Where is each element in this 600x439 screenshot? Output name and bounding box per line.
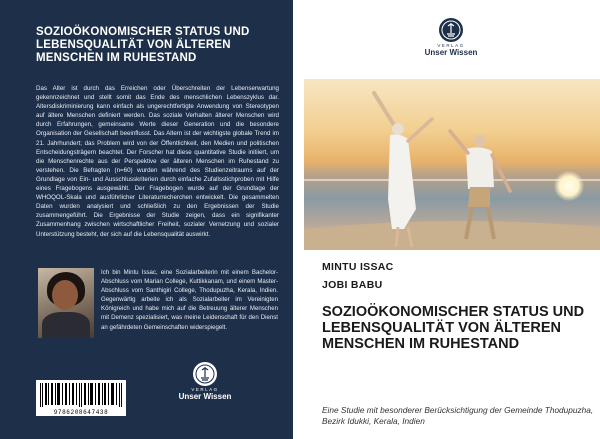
elderly-couple-silhouette-icon xyxy=(304,79,600,250)
front-cover xyxy=(300,0,600,439)
publisher-emblem-icon xyxy=(193,362,217,386)
barcode-bars-icon xyxy=(40,383,122,407)
front-cover-subtitle: Eine Studie mit besonderer Berücksichtigung der Gemeinde Thodupuzha, Bezirk Idukki, Kerala, Indien xyxy=(322,405,594,426)
isbn-barcode xyxy=(36,380,126,416)
back-cover-title: SOZIOÖKONOMISCHER STATUS UND LEBENSQUALITÄT VON ÄLTEREN MENSCHEN IM RUHESTAND xyxy=(36,26,250,64)
publisher-emblem-icon xyxy=(439,18,463,42)
back-cover-abstract: Das Alter ist durch das Erreichen oder Überschreiten der Lebenserwartung gekennzeichnet und stellt somit das Ende des menschlichen Lebenszyklus dar. Altersdiskriminierung kann einfach als ungerechtfertigte Anwendung von Stereotypen auf ältere Menschen definiert werden. Das soziale Verhalten älterer Menschen wird durch Erfahrungen, gemeinsame Werte dieser Generation und die besondere Organisation der Gesellschaft beeinflusst. Das Altern ist der wichtigste globale Trend im 21. Jahrhundert; das Problem wird von der Öffentlichkeit, den Medien und politischen Entscheidungsträgern beachtet. Der Forscher hat diese quantitative Studie initiiert, um die Menschenrechte aus der Perspektive der älteren Menschen im Ruhestand zu verstehen. Die Befragten (n=60) wurden während des Studienzeitraums auf der Grundlage von Ein- und Ausschlusskriterien durch einfache Zufallsstichproben mit Hilfe eines Fragebogens ausgewählt. Der Fragebogen wurde auf der Grundlage der WHOQOL-Skala und ausführlicher Literaturrecherchen entwickelt. Die gesammelten Daten wurden analysiert und schließlich zu den Ergebnissen der Studie zusammengeführt. Die Ergebnisse der Studie zeigen, dass ein signifikanter Zusammenhang zwischen wirtschaftlicher Freiheit, sozialer Vernetzung und sozialer Unterstützung besteht, der sich auf die Lebensqualität auswirkt. xyxy=(36,85,279,238)
front-publisher-logo xyxy=(408,18,494,57)
author-name-1: MINTU ISSAC xyxy=(322,261,394,273)
author-names xyxy=(322,258,394,294)
publisher-name: Unser Wissen xyxy=(424,48,478,57)
publisher-caption: VERLAG xyxy=(191,387,219,392)
back-publisher-logo xyxy=(170,362,240,402)
spine xyxy=(293,0,300,439)
publisher-name: Unser Wissen xyxy=(178,392,232,401)
publisher-caption: VERLAG xyxy=(437,43,465,48)
author-name-2: JOBI BABU xyxy=(322,279,383,291)
back-cover xyxy=(0,0,293,439)
isbn-number: 9786208647438 xyxy=(53,409,109,416)
author-photo xyxy=(38,268,94,338)
front-cover-title: SOZIOÖKONOMISCHER STATUS UND LEBENSQUALITÄT VON ÄLTEREN MENSCHEN IM RUHESTAND xyxy=(322,304,585,352)
cover-photo xyxy=(304,79,600,250)
author-bio: Ich bin Mintu Issac, eine Sozialarbeiterin mit einem Bachelor-Abschluss vom Marian College, Kuttikkanam, und einem Master-Abschluss vom Santhigiri College, Thodupuzha, Kerala, Indien. Gegenwärtig arbeite ich als Sozialarbeiter im Vereinigten Königreich und habe mich auf die Betreuung älterer Menschen mit Demenz spezialisiert, was meine Leidenschaft für den Dienst an gefährdeten Gemeinschaften widerspiegelt. xyxy=(101,269,278,331)
